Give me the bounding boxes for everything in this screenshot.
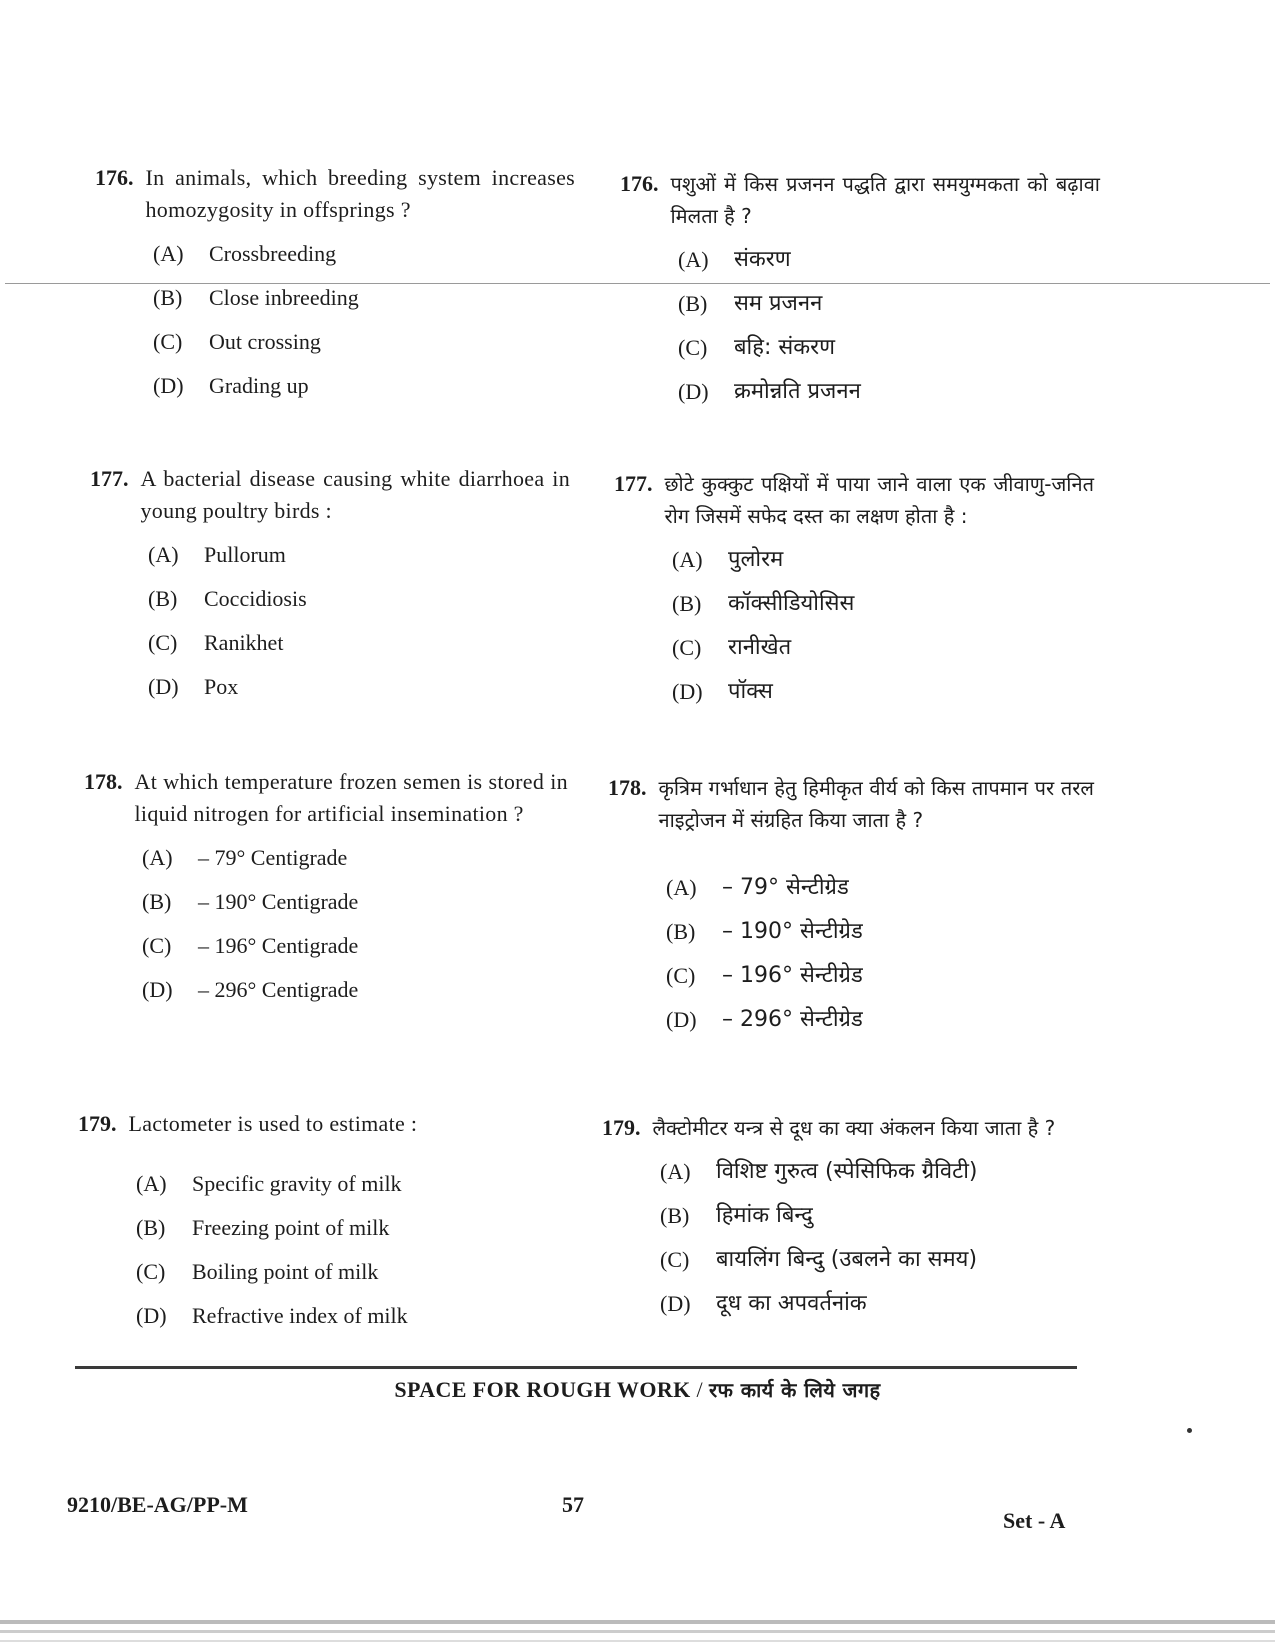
option-a: (A) संकरण — [678, 247, 791, 272]
question-text: कृत्रिम गर्भाधान हेतु हिमीकृत वीर्य को किस तापमान पर तरल नाइट्रोजन में संग्रहित किया जाता है ? — [658, 776, 1094, 832]
rough-work-en: SPACE FOR ROUGH WORK — [394, 1377, 691, 1402]
option-d: (D) – 296° Centigrade — [142, 977, 359, 1002]
option-d: (D) Pox — [148, 674, 239, 699]
question-number: 179. — [78, 1111, 117, 1136]
option-b: (B) हिमांक बिन्दु — [660, 1203, 813, 1228]
scan-bottom-band — [0, 1630, 1275, 1633]
footer-set: Set - A — [1003, 1508, 1066, 1533]
option-c: (C) Ranikhet — [148, 630, 284, 655]
question-179-hi — [602, 1112, 1094, 1326]
footer-page-number: 57 — [562, 1492, 584, 1517]
option-d: (D) Grading up — [153, 373, 309, 398]
option-d: (D) पॉक्स — [672, 679, 773, 704]
option-d: (D) Refractive index of milk — [136, 1303, 408, 1328]
question-number: 178. — [84, 769, 123, 794]
option-c: (C) बायलिंग बिन्दु (उबलने का समय) — [660, 1247, 978, 1272]
question-text: In animals, which breeding system increases homozygosity in offsprings ? — [145, 165, 575, 222]
question-176-hi — [620, 168, 1100, 414]
option-c: (C) – 196° Centigrade — [142, 933, 359, 958]
scan-bottom-band — [0, 1640, 1275, 1642]
option-c: (C) रानीखेत — [672, 635, 792, 660]
question-text: पशुओं में किस प्रजनन पद्धति द्वारा समयुग्मकता को बढ़ावा मिलता है ? — [670, 172, 1100, 228]
question-text: A bacterial disease causing white diarrhoea in young poultry birds : — [140, 466, 570, 523]
option-b: (B) सम प्रजनन — [678, 291, 823, 316]
rough-work-label — [0, 1376, 1275, 1403]
footer-code: 9210/BE-AG/PP-M — [67, 1492, 248, 1517]
question-177-hi — [614, 468, 1094, 714]
option-b: (B) – 190° सेन्टीग्रेड — [666, 919, 863, 944]
option-c: (C) बहि: संकरण — [678, 335, 836, 360]
question-number: 176. — [620, 171, 659, 196]
question-number: 177. — [90, 466, 129, 491]
question-178-en — [84, 766, 568, 1012]
option-b: (B) – 190° Centigrade — [142, 889, 359, 914]
option-a: (A) – 79° सेन्टीग्रेड — [666, 875, 849, 900]
scan-bottom-band — [0, 1620, 1275, 1624]
question-number: 179. — [602, 1115, 641, 1140]
option-a: (A) – 79° Centigrade — [142, 845, 348, 870]
option-b: (B) Coccidiosis — [148, 586, 307, 611]
question-179-en — [78, 1108, 568, 1338]
option-c: (C) – 196° सेन्टीग्रेड — [666, 963, 863, 988]
question-176-en — [95, 162, 575, 408]
option-a: (A) Pullorum — [148, 542, 286, 567]
question-number: 178. — [608, 775, 647, 800]
question-178-hi — [608, 772, 1094, 1042]
question-text: लैक्टोमीटर यन्त्र से दूध का क्या अंकलन किया जाता है ? — [652, 1116, 1056, 1140]
question-text: छोटे कुक्कुट पक्षियों में पाया जाने वाला एक जीवाणु-जनित रोग जिसमें सफेद दस्त का लक्षण होता है : — [664, 472, 1094, 528]
option-a: (A) Crossbreeding — [153, 241, 337, 266]
scan-speck — [1187, 1428, 1192, 1433]
option-a: (A) पुलोरम — [672, 547, 784, 572]
option-d: (D) क्रमोन्नति प्रजनन — [678, 379, 861, 404]
question-number: 177. — [614, 471, 653, 496]
question-177-en — [90, 463, 570, 709]
rough-work-rule — [75, 1366, 1077, 1369]
option-b: (B) कॉक्सीडियोसिस — [672, 591, 855, 616]
question-text: Lactometer is used to estimate : — [128, 1111, 418, 1136]
question-text: At which temperature frozen semen is stored in liquid nitrogen for artificial insemination ? — [134, 769, 568, 826]
option-a: (A) विशिष्ट गुरुत्व (स्पेसिफिक ग्रैविटी) — [660, 1159, 978, 1184]
option-b: (B) Close inbreeding — [153, 285, 359, 310]
option-d: (D) – 296° सेन्टीग्रेड — [666, 1007, 863, 1032]
rough-work-hi: रफ कार्य के लिये जगह — [708, 1378, 881, 1402]
question-number: 176. — [95, 165, 134, 190]
option-c: (C) Out crossing — [153, 329, 321, 354]
option-d: (D) दूध का अपवर्तनांक — [660, 1291, 867, 1316]
option-a: (A) Specific gravity of milk — [136, 1171, 402, 1196]
option-c: (C) Boiling point of milk — [136, 1259, 379, 1284]
rough-work-separator: / — [690, 1377, 709, 1402]
option-b: (B) Freezing point of milk — [136, 1215, 390, 1240]
